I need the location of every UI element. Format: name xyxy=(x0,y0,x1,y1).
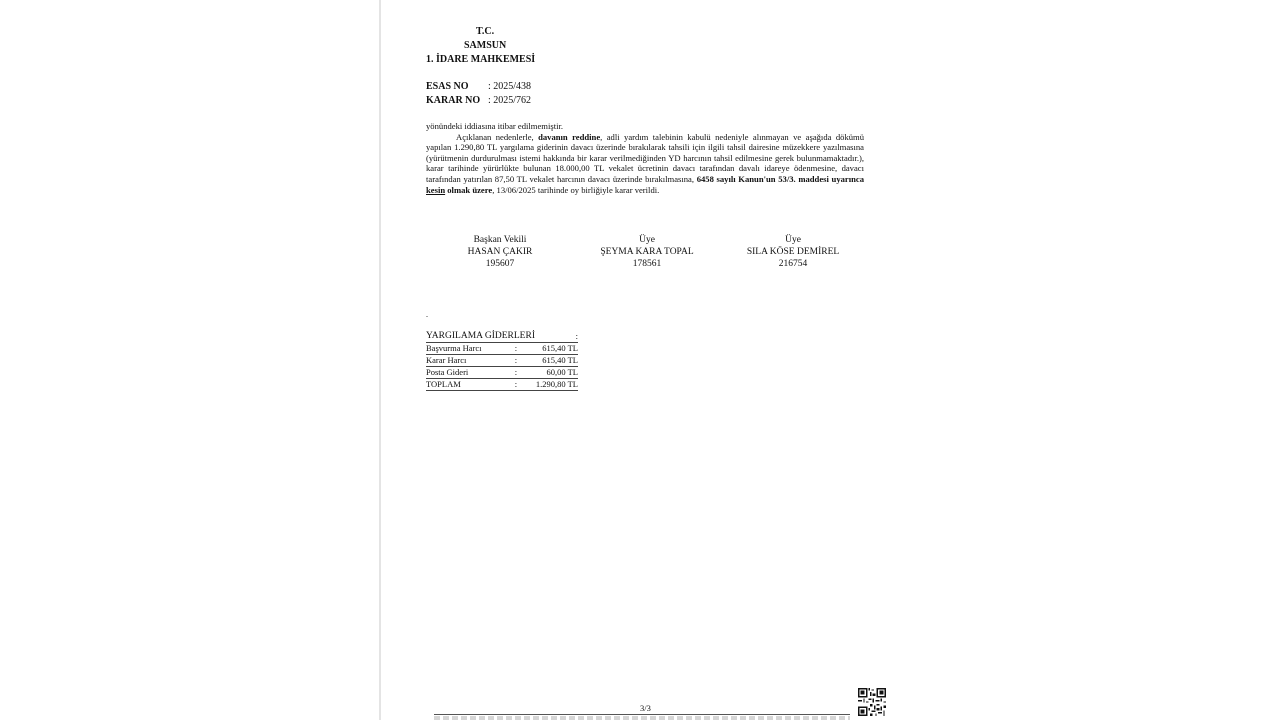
verdict-emphasis: davanın reddine xyxy=(538,131,601,142)
cost-amount: 615,40 TL xyxy=(535,355,578,367)
signature-name: HASAN ÇAKIR xyxy=(467,247,533,257)
header-city: SAMSUN xyxy=(464,40,507,51)
costs-table xyxy=(426,331,578,391)
signature-name: SILA KÖSE DEMİREL xyxy=(746,247,840,257)
footer-verification-text xyxy=(434,716,850,720)
body-paragraph-1: yönündeki iddiasına itibar edilmemiştir. xyxy=(426,121,564,131)
signature-role: Üye xyxy=(639,235,655,245)
cost-amount: 615,40 TL xyxy=(535,343,578,355)
esas-value: : 2025/438 xyxy=(488,81,532,92)
signature-block xyxy=(430,234,570,270)
document-page xyxy=(382,0,902,720)
cost-colon: : xyxy=(515,367,535,379)
page-number: 3/3 xyxy=(640,703,651,713)
signature-role: Üye xyxy=(785,235,801,245)
cost-label: Karar Harcı xyxy=(426,355,515,367)
header-court: 1. İDARE MAHKEMESİ xyxy=(426,54,536,65)
stray-dot: . xyxy=(426,310,428,319)
law-reference: 6458 sayılı Kanun'un 53/3. maddesi uyarınca kesin olmak üzere xyxy=(426,173,865,195)
esas-no-row xyxy=(426,81,531,93)
cost-label: Başvurma Harcı xyxy=(426,343,515,355)
karar-label: KARAR NO xyxy=(426,95,481,106)
cost-colon: : xyxy=(515,379,535,391)
cost-amount: 1.290,80 TL xyxy=(535,379,578,389)
footer-rule xyxy=(434,714,850,715)
viewer-left-border xyxy=(379,0,381,720)
signature-id: 178561 xyxy=(632,259,662,269)
signature-id: 195607 xyxy=(485,259,515,269)
table-row xyxy=(426,343,578,355)
signature-block xyxy=(577,234,717,270)
body-paragraph-2: Açıklanan nedenlerle, davanın reddine, adli yardım talebinin kabulü nedeniyle alınmayan ve aşağıda dökümü yapılan 1.290,80 TL yargılama giderinin davacı üzerinde bırakılarak tahsili için ilgili tahsil dairesine müzekkere yazılmasına (yürütmenin durdurulması istemi hakkında bir karar verilmediğinden YD harcının tahsil edilmesine gerek bulunmamaktadır.), karar tarihinde yürürlükte bulunan 18.000,00 TL vekalet ücretinin davacı tarafından davalı idareye ödenmesine, davacı tarafından yatırılan 87,50 TL vekalet harcının davacı üzerinde bırakılmasına, 6458 sayılı Kanun'un 53/3. maddesi uyarınca kesin olmak üzere, 13/06/2025 tarihinde oy birliğiyle karar verildi. xyxy=(426,131,865,195)
cost-label: Posta Gideri xyxy=(426,367,515,379)
cost-colon: : xyxy=(515,355,535,367)
karar-value: : 2025/762 xyxy=(488,95,532,106)
qr-code-icon xyxy=(858,688,886,716)
signature-role: Başkan Vekili xyxy=(473,235,527,245)
header-tc: T.C. xyxy=(476,26,495,37)
cost-colon: : xyxy=(515,343,535,355)
signature-block xyxy=(723,234,863,270)
table-row xyxy=(426,355,578,367)
decision-text xyxy=(426,121,864,195)
table-row-total xyxy=(426,379,578,391)
cost-amount: 60,00 TL xyxy=(535,367,578,379)
cost-label: TOPLAM xyxy=(426,379,515,391)
costs-title-colon: : xyxy=(535,331,578,343)
signature-name: ŞEYMA KARA TOPAL xyxy=(600,247,694,257)
karar-no-row xyxy=(426,95,531,107)
costs-title: YARGILAMA GİDERLERİ xyxy=(426,331,535,341)
signature-id: 216754 xyxy=(778,259,808,269)
table-row xyxy=(426,367,578,379)
esas-label: ESAS NO xyxy=(426,81,469,92)
costs-title-row xyxy=(426,331,578,343)
